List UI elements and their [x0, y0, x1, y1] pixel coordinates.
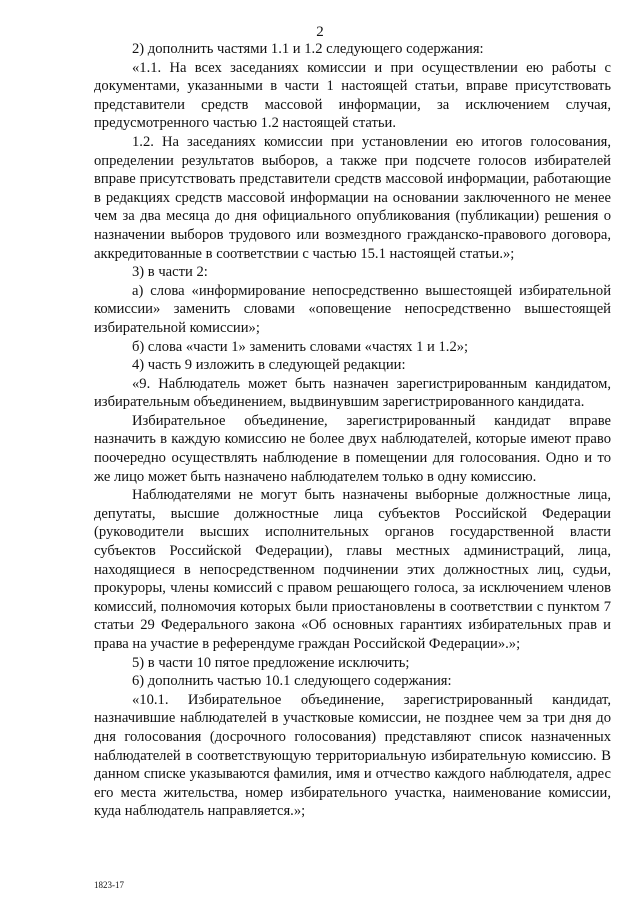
- paragraph: Наблюдателями не могут быть назначены выборные должностные лица, депутаты, высшие должностные лица субъектов Российской Федерации (руководители высших исполнительных органов государственной власти субъектов Российской Федерации), главы местных администраций, лица, находящиеся в непосредственном подчинении этих должностных лиц, судьи, прокуроры, члены комиссий с правом решающего голоса, за исключением членов комиссий, полномочия которых были приостановлены в соответствии с пунктом 7 статьи 29 Федерального закона «Об основных гарантиях избирательных прав и права на участие в референдуме граждан Российской Федерации».»;: [94, 487, 611, 652]
- paragraph: а) слова «информирование непосредственно вышестоящей избирательной комиссии» заменить словами «оповещение непосредственно вышестоящей избирательной комиссии»;: [94, 282, 611, 336]
- paragraph: Избирательное объединение, зарегистрированный кандидат вправе назначить в каждую комиссию не более двух наблюдателей, которые имеют право поочередно осуществлять наблюдение в помещении для голосования. Одно и то же лицо может быть назначено наблюдателем только в одну комиссию.: [94, 412, 611, 485]
- paragraph: 4) часть 9 изложить в следующей редакции:: [132, 357, 406, 374]
- paragraph: «1.1. На всех заседаниях комиссии и при осуществлении ею работы с документами, указанными в части 1 настоящей статьи, вправе присутствовать представители средств массовой информации, за исключением случая, предусмотренного частью 1.2 настоящей статьи.: [94, 59, 611, 132]
- page-number: 2: [316, 24, 324, 40]
- document-body: [94, 40, 611, 821]
- document-code: 1823-17: [94, 880, 124, 890]
- paragraph: б) слова «части 1» заменить словами «частях 1 и 1.2»;: [132, 338, 469, 355]
- paragraph: 2) дополнить частями 1.1 и 1.2 следующего содержания:: [132, 41, 484, 57]
- paragraph: 5) в части 10 пятое предложение исключить;: [132, 654, 410, 671]
- paragraph: 3) в части 2:: [132, 264, 208, 281]
- paragraph: 6) дополнить частью 10.1 следующего содержания:: [132, 673, 452, 690]
- paragraph: 1.2. На заседаниях комиссии при установлении ею итогов голосования, определении результатов выборов, а также при подсчете голосов избирателей вправе присутствовать представители средств массовой информации, работающие в редакциях средств массовой информации на основании заключенного не менее чем за два месяца до дня официального опубликования (публикации) решения о назначении выборов трудового или возмездного гражданско-правового договора, аккредитованные в соответствии с частью 15.1 настоящей статьи.»;: [94, 133, 611, 262]
- paragraph: «10.1. Избирательное объединение, зарегистрированный кандидат, назначившие наблюдателей в участковые комиссии, не позднее чем за три дня до дня голосования (досрочного голосования) представляют список назначенных наблюдателей в соответствующую территориальную избирательную комиссию. В данном списке указываются фамилия, имя и отчество каждого наблюдателя, адрес его места жительства, номер избирательного участка, наименование комиссии, куда наблюдатель направляется.»;: [94, 691, 611, 820]
- paragraph: «9. Наблюдатель может быть назначен зарегистрированным кандидатом, избирательным объединением, выдвинувшим зарегистрированного кандидата.: [94, 375, 611, 411]
